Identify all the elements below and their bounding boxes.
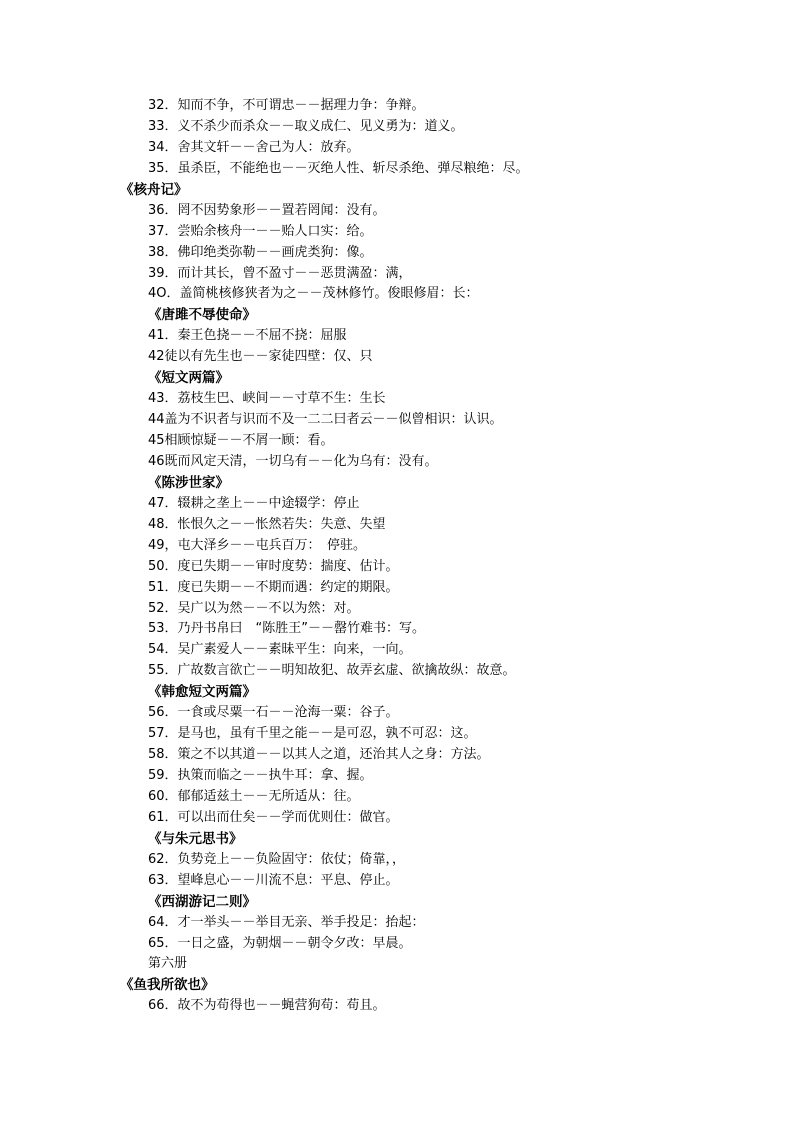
list-item: 37．尝贻余核舟一－－贻人口实：给。 [148, 223, 373, 239]
list-item: 48．怅恨久之－－怅然若失：失意、失望 [148, 516, 386, 532]
list-item: 59．执策而临之－－执牛耳：拿、握。 [148, 768, 373, 783]
list-item: 51．度已失期－－不期而遇：约定的期限。 [148, 579, 399, 595]
list-item: 65．一日之盛，为朝烟－－朝令夕改：早晨。 [148, 935, 412, 951]
list-item: 64．才一举头－－举目无亲、举手投足：抬起： [148, 914, 425, 930]
list-item: 53．乃丹书帛曰 “陈胜王”－－罄竹难书：写。 [148, 621, 426, 637]
list-item: 42徒以有先生也－－家徒四壁：仅、只 [148, 349, 373, 365]
list-item: 62．负势竞上－－负险固守：依仗；倚靠，， [148, 851, 406, 867]
list-item: 50．度已失期－－审时度势：揣度、估计。 [148, 558, 399, 574]
list-item: 34．舍其文轩－－舍己为人：放弃。 [148, 139, 360, 155]
list-item: 49，屯大泽乡－－屯兵百万： 停驻。 [148, 537, 367, 553]
list-item: 63．望峰息心－－川流不息：平息、停止。 [148, 872, 399, 888]
section-title: 《陈涉世家》 [148, 474, 229, 491]
list-item: 41．秦王色挠－－不屈不挠：屈服 [148, 328, 347, 344]
volume-heading: 第六册 [148, 956, 188, 972]
list-item: 52．吴广以为然－－不以为然：对。 [148, 600, 360, 616]
list-item: 44盖为不识者与识而不及一二二曰者云－－似曾相识：认识。 [148, 412, 503, 428]
section-title: 《与朱元思书》 [148, 830, 243, 847]
list-item: 55．广故数言欲亡－－明知故犯、故弄玄虚、欲擒故纵：故意。 [148, 663, 516, 679]
list-item: 54．吴广素爱人－－素昧平生：向来，一向。 [148, 642, 412, 658]
list-item: 60．郁郁适兹土－－无所适从：往。 [148, 788, 360, 804]
list-item: 46既而风定天清，一切乌有－－化为乌有：没有。 [148, 453, 438, 469]
list-item: 36．罔不因势象形－－置若罔闻：没有。 [148, 202, 386, 218]
list-item: 58．策之不以其道－－以其人之道，还治其人之身：方法。 [148, 747, 490, 763]
list-item: 38．佛印绝类弥勒－－画虎类狗：像。 [148, 244, 373, 260]
list-item: 4O．盖简桃核修狭者为之－－茂林修竹。俊眼修眉：长： [148, 286, 479, 302]
list-item: 61．可以出而仕矣－－学而优则仕：做官。 [148, 809, 399, 825]
document-body [0, 96, 794, 1017]
list-item: 45相顾惊疑－－不屑一顾：看。 [148, 433, 334, 448]
list-item: 43．荔枝生巴、峡间－－寸草不生：生长 [148, 391, 386, 407]
section-title: 《短文两篇》 [148, 370, 229, 387]
list-item: 66．故不为苟得也－－蝇营狗苟：苟且。 [148, 998, 386, 1014]
section-title: 《鱼我所欲也》 [120, 977, 215, 994]
section-title: 《韩愈短文两篇》 [148, 684, 256, 701]
section-title: 《核舟记》 [120, 181, 188, 198]
list-item: 47．辍耕之垄上－－中途辍学：停止 [148, 495, 360, 511]
list-item: 35．虽杀臣，不能绝也－－灭绝人性、斩尽杀绝、弹尽粮绝：尽。 [148, 160, 529, 176]
list-item: 39．而计其长，曾不盈寸－－恶贯满盈：满， [148, 265, 412, 281]
list-item: 33．义不杀少而杀众－－取义成仁、见义勇为：道义。 [148, 118, 464, 134]
list-item: 32．知而不争，不可谓忠－－据理力争：争辩。 [148, 98, 425, 113]
list-item: 57．是马也，虽有千里之能－－是可忍，孰不可忍：这。 [148, 726, 477, 742]
section-title: 《西湖游记二则》 [148, 893, 256, 910]
section-title: 《唐雎不辱使命》 [148, 307, 256, 324]
list-item: 56．一食或尽粟一石－－沧海一粟：谷子。 [148, 705, 399, 721]
